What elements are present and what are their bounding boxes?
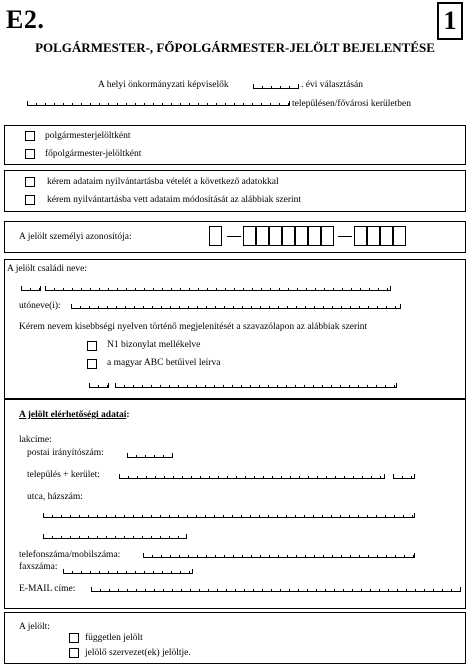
lord-mayor-candidate-checkbox[interactable] bbox=[25, 149, 35, 159]
street-label: utca, házszám: bbox=[27, 492, 83, 502]
personal-id-digit-8[interactable] bbox=[321, 226, 334, 246]
registry-section bbox=[4, 170, 466, 212]
personal-id-digit-10[interactable] bbox=[367, 226, 380, 246]
affiliation-section bbox=[4, 612, 466, 664]
postal-code-field[interactable] bbox=[127, 453, 173, 458]
form-title: POLGÁRMESTER-, FŐPOLGÁRMESTER-JELÖLT BEJELENTÉSE bbox=[35, 40, 435, 55]
n1-attached-checkbox[interactable] bbox=[87, 341, 97, 351]
phone-field[interactable] bbox=[143, 553, 415, 558]
independent-candidate-checkbox[interactable] bbox=[69, 633, 79, 643]
contact-section bbox=[4, 399, 466, 609]
mayor-candidate-label: polgármesterjelöltként bbox=[45, 131, 131, 141]
street-field-line-1[interactable] bbox=[43, 513, 415, 518]
name-section bbox=[4, 259, 466, 399]
form-code: E2. bbox=[6, 5, 45, 34]
new-registration-label: kérem adataim nyilvántartásba vételét a következő adatokkal bbox=[47, 177, 279, 187]
street-field-line-2[interactable] bbox=[43, 534, 187, 539]
personal-id-digit-2[interactable] bbox=[243, 226, 256, 246]
personal-id-digit-5[interactable] bbox=[282, 226, 295, 246]
given-name-field[interactable] bbox=[71, 304, 401, 309]
fax-label: faxszáma: bbox=[19, 562, 58, 572]
contact-heading bbox=[19, 410, 130, 420]
minority-request-text: Kérem nevem kisebbségi nyelven történő megjelenítését a szavazólapon az alábbiak szerint bbox=[19, 322, 368, 332]
given-name-label: utóneve(i): bbox=[19, 301, 61, 311]
organization-candidate-checkbox[interactable] bbox=[69, 648, 79, 658]
modify-registration-label: kérem nyilvántartásba vett adataim módosítását az alábbiak szerint bbox=[47, 195, 302, 205]
personal-id-digit-7[interactable] bbox=[308, 226, 321, 246]
email-label: E-MAIL címe: bbox=[19, 584, 76, 594]
personal-id-separator bbox=[227, 236, 241, 237]
family-name-field[interactable] bbox=[45, 286, 391, 291]
personal-id-label: A jelölt személyi azonosítója: bbox=[19, 232, 132, 242]
city-district-label: település + kerület: bbox=[27, 470, 100, 480]
address-label: lakcíme: bbox=[19, 435, 52, 445]
phone-label: telefonszáma/mobilszáma: bbox=[19, 550, 121, 560]
contact-heading-text: A jelölt elérhetőségi adatai bbox=[19, 410, 127, 420]
title-prefix-field[interactable] bbox=[21, 286, 41, 291]
organization-candidate-label: jelölő szervezet(ek) jelöltje. bbox=[85, 648, 191, 658]
email-field[interactable] bbox=[91, 587, 461, 592]
personal-id-digit-11[interactable] bbox=[380, 226, 393, 246]
minority-name-field[interactable] bbox=[115, 383, 397, 388]
new-registration-checkbox[interactable] bbox=[25, 177, 35, 187]
mayor-candidate-checkbox[interactable] bbox=[25, 131, 35, 141]
personal-id-digit-6[interactable] bbox=[295, 226, 308, 246]
page-number-box: 1 bbox=[437, 2, 463, 40]
postal-code-label: postai irányítószám: bbox=[27, 448, 104, 458]
hungarian-abc-label: a magyar ABC betűivel leírva bbox=[107, 358, 221, 368]
personal-id-separator bbox=[338, 236, 352, 237]
intro-settlement-suffix: településen/fővárosi kerületben bbox=[292, 99, 411, 109]
district-field[interactable] bbox=[393, 474, 415, 479]
settlement-field[interactable] bbox=[27, 101, 290, 106]
personal-id-digit-4[interactable] bbox=[269, 226, 282, 246]
hungarian-abc-checkbox[interactable] bbox=[87, 359, 97, 369]
election-year-field[interactable] bbox=[253, 84, 299, 89]
candidate-type-section bbox=[4, 125, 466, 165]
lord-mayor-candidate-label: főpolgármester-jelöltként bbox=[45, 149, 142, 159]
n1-attached-label: N1 bizonylat mellékelve bbox=[107, 340, 201, 350]
family-name-label: A jelölt családi neve: bbox=[7, 264, 87, 274]
city-field[interactable] bbox=[119, 474, 385, 479]
fax-field[interactable] bbox=[63, 569, 193, 574]
personal-id-digit-1[interactable] bbox=[209, 226, 222, 246]
contact-heading-colon: : bbox=[126, 410, 130, 420]
affiliation-label: A jelölt: bbox=[19, 622, 50, 632]
minority-title-prefix-field[interactable] bbox=[89, 383, 109, 388]
modify-registration-checkbox[interactable] bbox=[25, 195, 35, 205]
personal-id-digit-3[interactable] bbox=[256, 226, 269, 246]
personal-id-digit-12[interactable] bbox=[393, 226, 406, 246]
personal-id-digit-9[interactable] bbox=[354, 226, 367, 246]
personal-id-section bbox=[4, 221, 466, 253]
independent-candidate-label: független jelölt bbox=[85, 633, 143, 643]
intro-election-label: A helyi önkormányzati képviselők bbox=[98, 80, 229, 90]
intro-election-suffix: . évi választásán bbox=[301, 80, 363, 90]
